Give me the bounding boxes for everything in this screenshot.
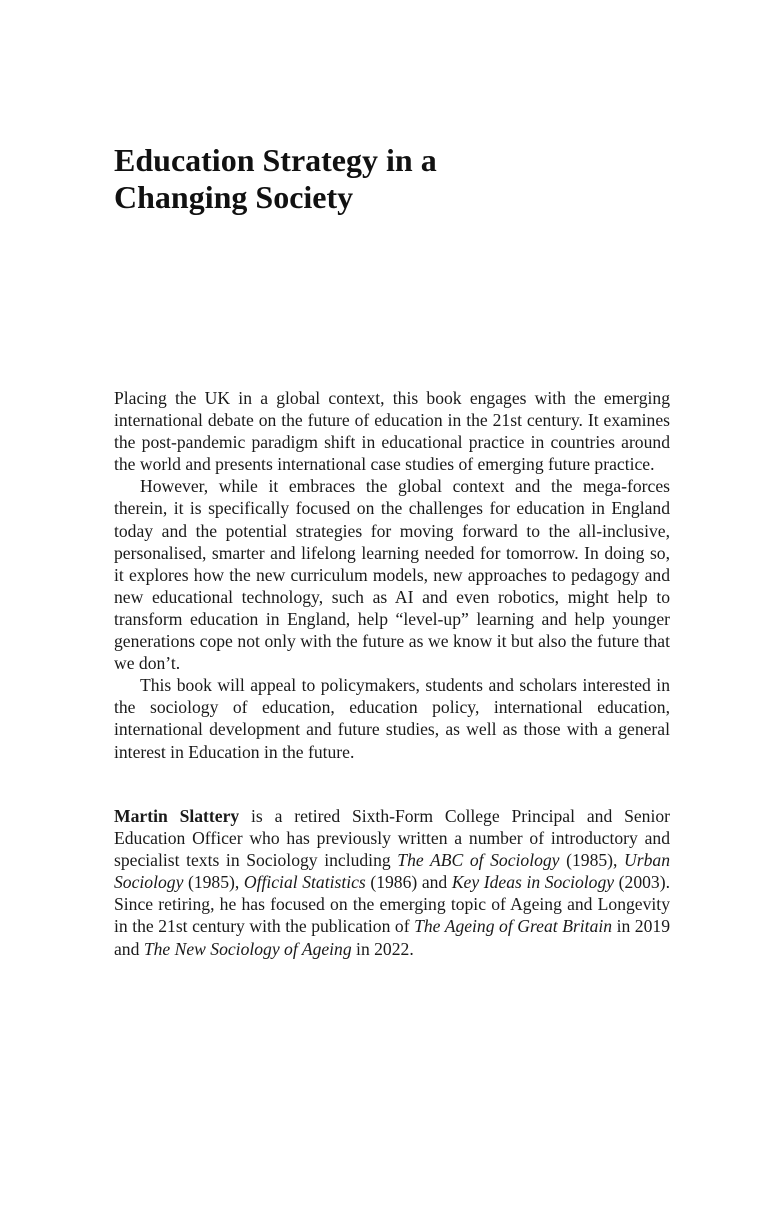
bio-text-4: (1986) and <box>365 872 452 893</box>
book-reference-abc-of-sociology: The ABC of Sociology <box>397 850 560 871</box>
bio-text-1: is a retired Sixth-Form College Principal and Senior Education Officer who has previously written a number of introductory and specialist texts in Sociology including <box>114 806 671 871</box>
book-reference-official-statistics: Official Statistics <box>243 872 366 893</box>
book-title-line-2: Changing Society <box>114 179 354 215</box>
book-description <box>114 387 670 763</box>
book-reference-urban-sociology: Urban Sociology <box>114 850 670 893</box>
book-title <box>114 142 674 216</box>
book-reference-new-sociology-of-ageing: The New Sociology of Ageing <box>143 938 352 959</box>
author-biography <box>114 805 670 960</box>
bio-text-5: (2003). Since retiring, he has focused on the emerging topic of Ageing and Longevity in the 21st century with the publication of <box>114 872 670 937</box>
description-paragraph-1: Placing the UK in a global context, this book engages with the emerging international debate on the future of education in the 21st century. It examines the post-pandemic paradigm shift in educational practice in countries around the world and presents international case studies of emerging future practice. <box>114 388 670 475</box>
description-paragraph-2: However, while it embraces the global context and the mega-forces therein, it is specifically focused on the challenges for education in England today and the potential strategies for moving forward to the all-inclusive, personalised, smarter and lifelong learning needed for tomorrow. In doing so, it explores how the new curriculum models, new approaches to pedagogy and new educational technology, such as AI and even robotics, might help to transform education in England, help “level-up” learning and help younger generations cope not only with the future as we know it but also the future that we don’t. <box>114 476 670 674</box>
bio-text-6: in 2019 and <box>114 916 670 959</box>
book-reference-key-ideas: Key Ideas in Sociology <box>451 872 615 893</box>
bio-text-2: (1985), <box>559 850 625 871</box>
description-paragraph-3: This book will appeal to policymakers, students and scholars interested in the sociology of education, education policy, international education, international development and future studies, as well as those with a general interest in Education in the future. <box>114 675 670 762</box>
book-title-line-1: Education Strategy in a <box>114 142 437 178</box>
bio-text-7: in 2022. <box>351 938 414 959</box>
author-name: Martin Slattery <box>114 806 240 826</box>
book-reference-ageing-of-great-britain: The Ageing of Great Britain <box>414 916 613 937</box>
bio-text-3: (1985), <box>183 872 244 893</box>
